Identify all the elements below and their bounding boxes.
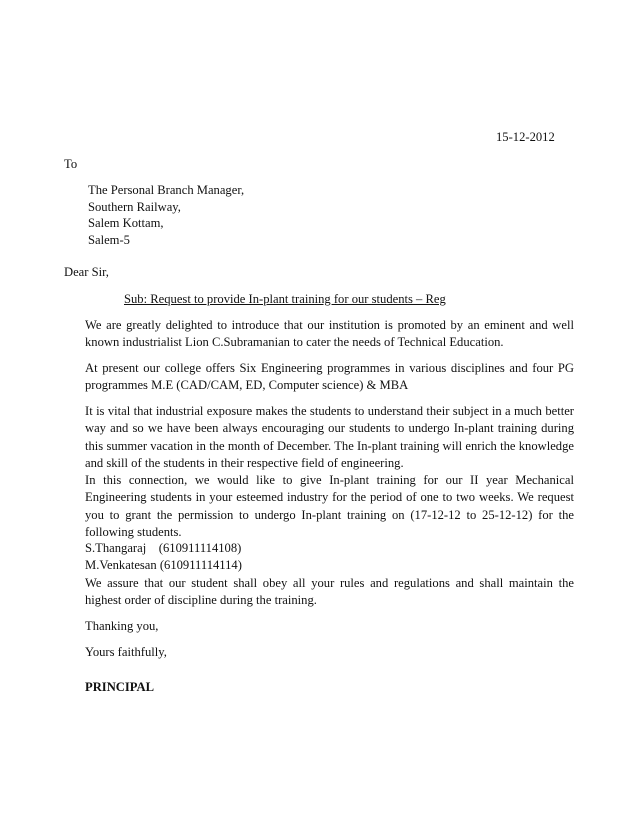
paragraph-line: known industrialist Lion C.Subramanian to cater the needs of Technical Education. <box>85 335 504 350</box>
paragraph-line: you to grant the permission to undergo In-plant training on (17-12-12 to 25-12-12) for the <box>85 507 574 522</box>
paragraph-line: following students. <box>85 525 182 540</box>
paragraph-line: programmes M.E (CAD/CAM, ED, Computer science) & MBA <box>85 378 409 393</box>
student-list <box>85 540 242 575</box>
paragraph-line: Engineering students in your esteemed industry for the period of one to two weeks. We request <box>85 490 574 505</box>
paragraph-intro <box>85 317 574 352</box>
paragraph-line: In this connection, we would like to give In-plant training for our II year Mechanical <box>85 473 574 487</box>
address-line: Salem Kottam, <box>88 216 164 230</box>
paragraph-exposure <box>85 403 574 473</box>
recipient-address <box>88 182 244 248</box>
paragraph-line: and skill of the students in their respective field of engineering. <box>85 456 404 471</box>
paragraph-line: this summer vacation in the month of December. The In-plant training will enrich the knowledge <box>85 438 574 453</box>
address-line: The Personal Branch Manager, <box>88 183 245 197</box>
paragraph-line: At present our college offers Six Engineering programmes in various disciplines and four PG <box>85 361 574 375</box>
paragraph-request <box>85 472 574 542</box>
letter-date: 15-12-2012 <box>496 130 555 144</box>
paragraph-line: We assure that our student shall obey all your rules and regulations and shall maintain the <box>85 576 574 590</box>
paragraph-assurance <box>85 575 574 610</box>
paragraph-line: highest order of discipline during the training. <box>85 593 317 608</box>
address-line: Salem-5 <box>88 232 130 247</box>
to-label: To <box>64 157 78 171</box>
signature-title: PRINCIPAL <box>85 680 155 694</box>
paragraph-line: We are greatly delighted to introduce that our institution is promoted by an eminent and well <box>85 318 574 332</box>
address-line: Southern Railway, <box>88 199 181 214</box>
paragraph-programmes <box>85 360 574 395</box>
thanks-line: Thanking you, <box>85 619 159 633</box>
student-entry: S.Thangaraj (610911114108) <box>85 541 242 555</box>
closing-line: Yours faithfully, <box>85 645 167 659</box>
subject-line: Sub: Request to provide In-plant training for our students – Reg <box>124 292 446 306</box>
paragraph-line: It is vital that industrial exposure makes the students to understand their subject in a much better <box>85 404 574 418</box>
student-entry: M.Venkatesan (610911114114) <box>85 558 242 573</box>
paragraph-line: way and so we have been always encouraging our students to undergo In-plant training during <box>85 421 574 436</box>
salutation: Dear Sir, <box>64 265 109 279</box>
